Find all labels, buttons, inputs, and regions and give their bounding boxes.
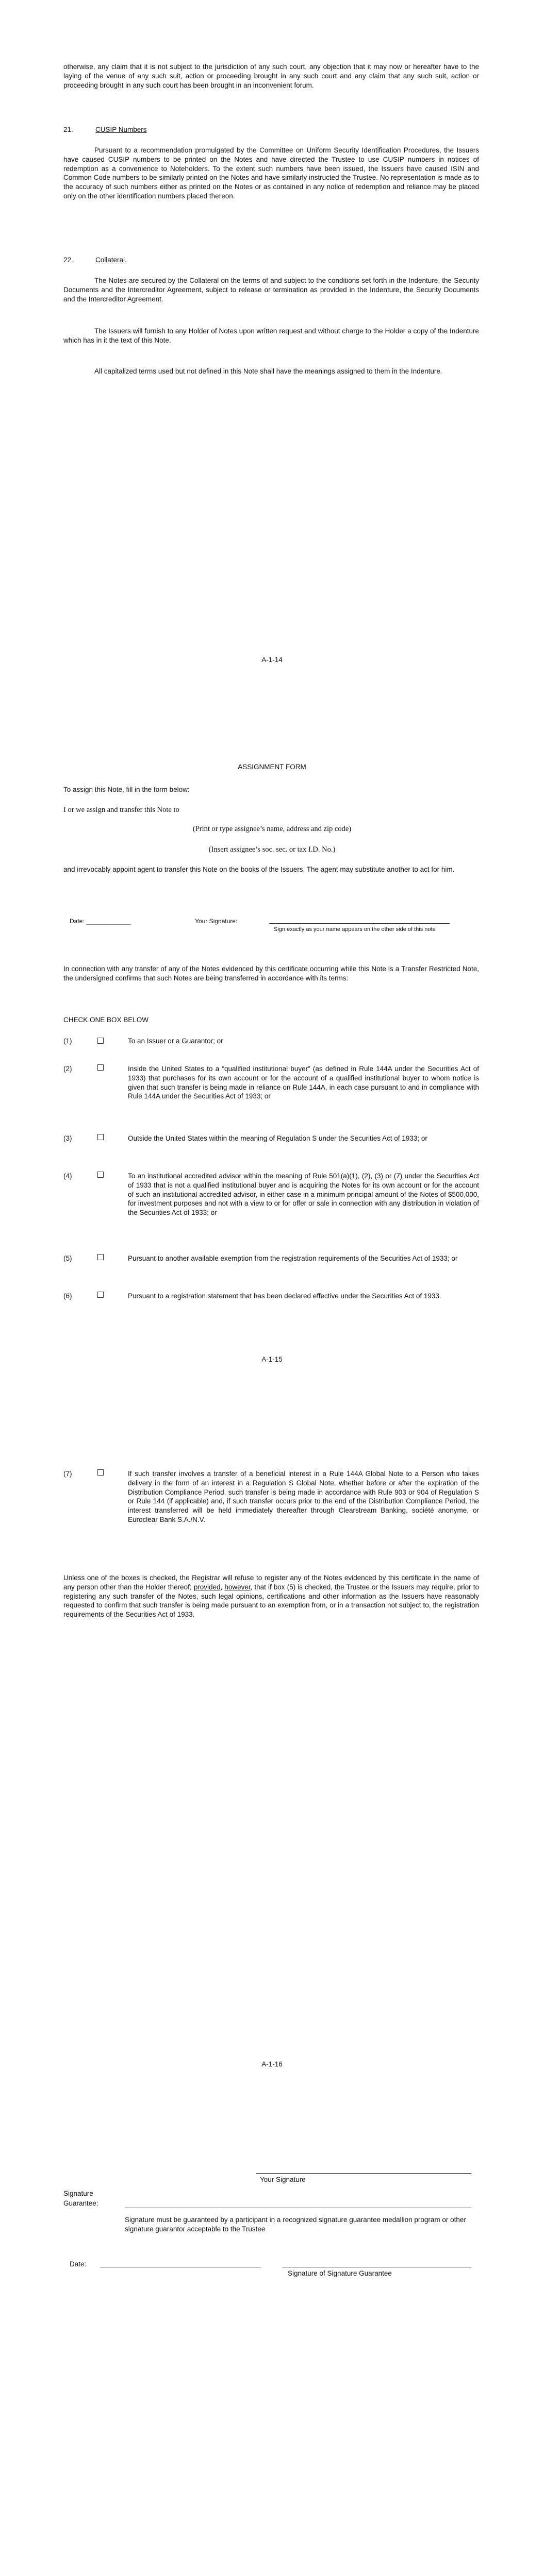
option-7-text: If such transfer involves a transfer of a beneficial interest in a Rule 144A Global Note to a Person who takes delivery in the form of an interest in a Regulation S Global Note, whether before or after the expiration of the Distribution Compliance Period, such transfer is being made in accordance with Rule 903 or 904 of Regulation S or Rule 144 (if applicable) and, if such transfer occurs prior to the end of the Distribution Compliance Period, the interest transferred will be held immediately thereafter through Clearstream Banking, société anonyme, or Euroclear Bank S.A./N.V. (128, 1470, 479, 1524)
option-1-number: (1) (63, 1037, 72, 1045)
option-5-text: Pursuant to another available exemption from the registration requirements of the Securities Act of 1933; or (128, 1255, 458, 1262)
registrar-comma: , (220, 1583, 225, 1591)
section-21-number: 21. (63, 126, 73, 133)
option-4-checkbox[interactable] (97, 1172, 104, 1178)
option-6-number: (6) (63, 1292, 72, 1300)
furnish-paragraph: The Issuers will furnish to any Holder of Notes upon written request and without charge to the Holder a copy of the Indenture which has in it the text of this Note. (63, 327, 479, 344)
section-22-number: 22. (63, 256, 73, 264)
option-3-checkbox[interactable] (97, 1134, 104, 1140)
assignor-signature-line[interactable] (269, 923, 450, 924)
guarantor-signature-caption: Signature of Signature Guarantee (288, 2269, 392, 2277)
option-3-number: (3) (63, 1134, 72, 1142)
check-one-box-heading: CHECK ONE BOX BELOW (63, 1016, 149, 1024)
assignment-form-title: ASSIGNMENT FORM (238, 763, 306, 771)
option-2-checkbox[interactable] (97, 1064, 104, 1071)
signature-guarantee-note: Signature must be guaranteed by a participant in a recognized signature guarantee medallion program or other signature guarantor acceptable to the Trustee (125, 2216, 466, 2233)
to-assign-instruction: To assign this Note, fill in the form below: (63, 786, 190, 793)
provided-term: provided (193, 1583, 221, 1591)
insert-tax-id-caption: (Insert assignee’s soc. sec. or tax I.D. No.) (208, 845, 336, 854)
registrar-text-part-2: , that if box (5) is checked, the Trustee or the Issuers may require, prior to registering any such transfer of the Notes, such legal opinions, certifications and other information as the Issuers have reasonably requested to confirm that such transfer is being made pursuant to an exemption from, or in a transaction not subject to, the registration requirements of the Securities Act of 1933. (63, 1583, 479, 1619)
option-6-text: Pursuant to a registration statement that has been declared effective under the Securities Act of 1933. (128, 1292, 441, 1300)
page-number-15: A-1-15 (261, 1355, 283, 1363)
option-6-checkbox[interactable] (97, 1292, 104, 1298)
section-22-text: The Notes are secured by the Collateral on the terms of and subject to the conditions set forth in the Indenture, the Security Documents and the Intercreditor Agreement, subject to release or termination as provided in the Indenture, the Security Documents and the Intercreditor Agreement. (63, 277, 479, 303)
registrar-text-part-1: Unless one of the boxes is checked, the Registrar will refuse to register any of the Notes evidenced by this certificate in the name of any person other than the Holder thereof; (63, 1574, 479, 1591)
option-2-number: (2) (63, 1065, 72, 1073)
option-7-checkbox[interactable] (97, 1469, 104, 1476)
appoint-agent-paragraph: and irrevocably appoint agent to transfer this Note on the books of the Issuers. The agent may substitute another to act for him. (63, 866, 455, 873)
section-22-title: Collateral. (95, 256, 127, 264)
option-3-text: Outside the United States within the meaning of Regulation S under the Securities Act of 1933; or (128, 1134, 427, 1142)
page-number-14: A-1-14 (261, 656, 283, 664)
capitalized-terms-paragraph: All capitalized terms used but not defined in this Note shall have the meanings assigned to them in the Indenture. (94, 367, 442, 375)
section-21-title: CUSIP Numbers (95, 126, 147, 133)
option-4-text: To an institutional accredited advisor within the meaning of Rule 501(a)(1), (2), (3) or (7) under the Securities Act of 1933 that is not a qualified institutional buyer and is acquiring the Notes for its own account or for the account of such an institutional accredited advisor, in either case in a minimum principal amount of the Notes of $500,000, for investment purposes and not with a view to or for offer or sale in connection with any distribution in violation of the Securities Act of 1933; or (128, 1172, 479, 1217)
option-7-number: (7) (63, 1470, 72, 1478)
your-signature-line[interactable] (256, 2173, 471, 2174)
option-4-number: (4) (63, 1172, 72, 1180)
sign-exactly-instruction: Sign exactly as your name appears on the other side of this note (274, 926, 436, 933)
your-signature-label: Your Signature: (195, 918, 238, 925)
assignment-date-field[interactable]: Date: _____________ (70, 918, 131, 925)
print-type-name-caption: (Print or type assignee’s name, address and zip code) (192, 825, 352, 833)
signature-guarantee-label-line-2: Guarantee: (63, 2199, 98, 2207)
option-1-text: To an Issuer or a Guarantor; or (128, 1037, 223, 1045)
however-term: however (224, 1583, 251, 1591)
your-signature-caption: Your Signature (260, 2176, 306, 2183)
option-5-number: (5) (63, 1255, 72, 1262)
transfer-confirmation-paragraph: In connection with any transfer of any of the Notes evidenced by this certificate occurring while this Note is a Transfer Restricted Note, the undersigned confirms that such Notes are being transferred in accordance with its terms: (63, 965, 479, 982)
signature-guarantee-label-line-1: Signature (63, 2190, 93, 2197)
registrar-refusal-paragraph (63, 1573, 479, 1619)
assign-transfer-line: I or we assign and transfer this Note to (63, 806, 179, 814)
page-number-16: A-1-16 (261, 2060, 283, 2068)
section-21-text: Pursuant to a recommendation promulgated by the Committee on Uniform Security Identification Procedures, the Issuers have caused CUSIP numbers to be printed on the Notes and have directed the Trustee to use CUSIP numbers in notices of redemption as a convenience to Noteholders. To the extent such numbers have been issued, the Issuers have caused ISIN and Common Code numbers to be similarly printed on the Notes and have similarly instructed the Trustee. No representation is made as to the accuracy of such numbers either as printed on the Notes or as contained in any notice of redemption and reliance may be placed only on the other identification numbers placed thereon. (63, 146, 479, 200)
option-5-checkbox[interactable] (97, 1254, 104, 1260)
option-2-text: Inside the United States to a “qualified institutional buyer” (as defined in Rule 144A under the Securities Act of 1933) that purchases for its own account or for the account of a qualified institutional buyer to whom notice is given that such transfer is being made in reliance on Rule 144A, in each case pursuant to and in compliance with Rule 144A under the Securities Act of 1933; or (128, 1065, 479, 1100)
forum-paragraph: otherwise, any claim that it is not subject to the jurisdiction of any such court, any objection that it may now or hereafter have to the laying of the venue of any such suit, action or proceeding brought in any such court and any claim that any such suit, action or proceeding brought in any such court has been brought in an inconvenient forum. (63, 63, 479, 89)
option-1-checkbox[interactable] (97, 1038, 104, 1044)
guarantee-date-label: Date: (70, 2260, 87, 2268)
